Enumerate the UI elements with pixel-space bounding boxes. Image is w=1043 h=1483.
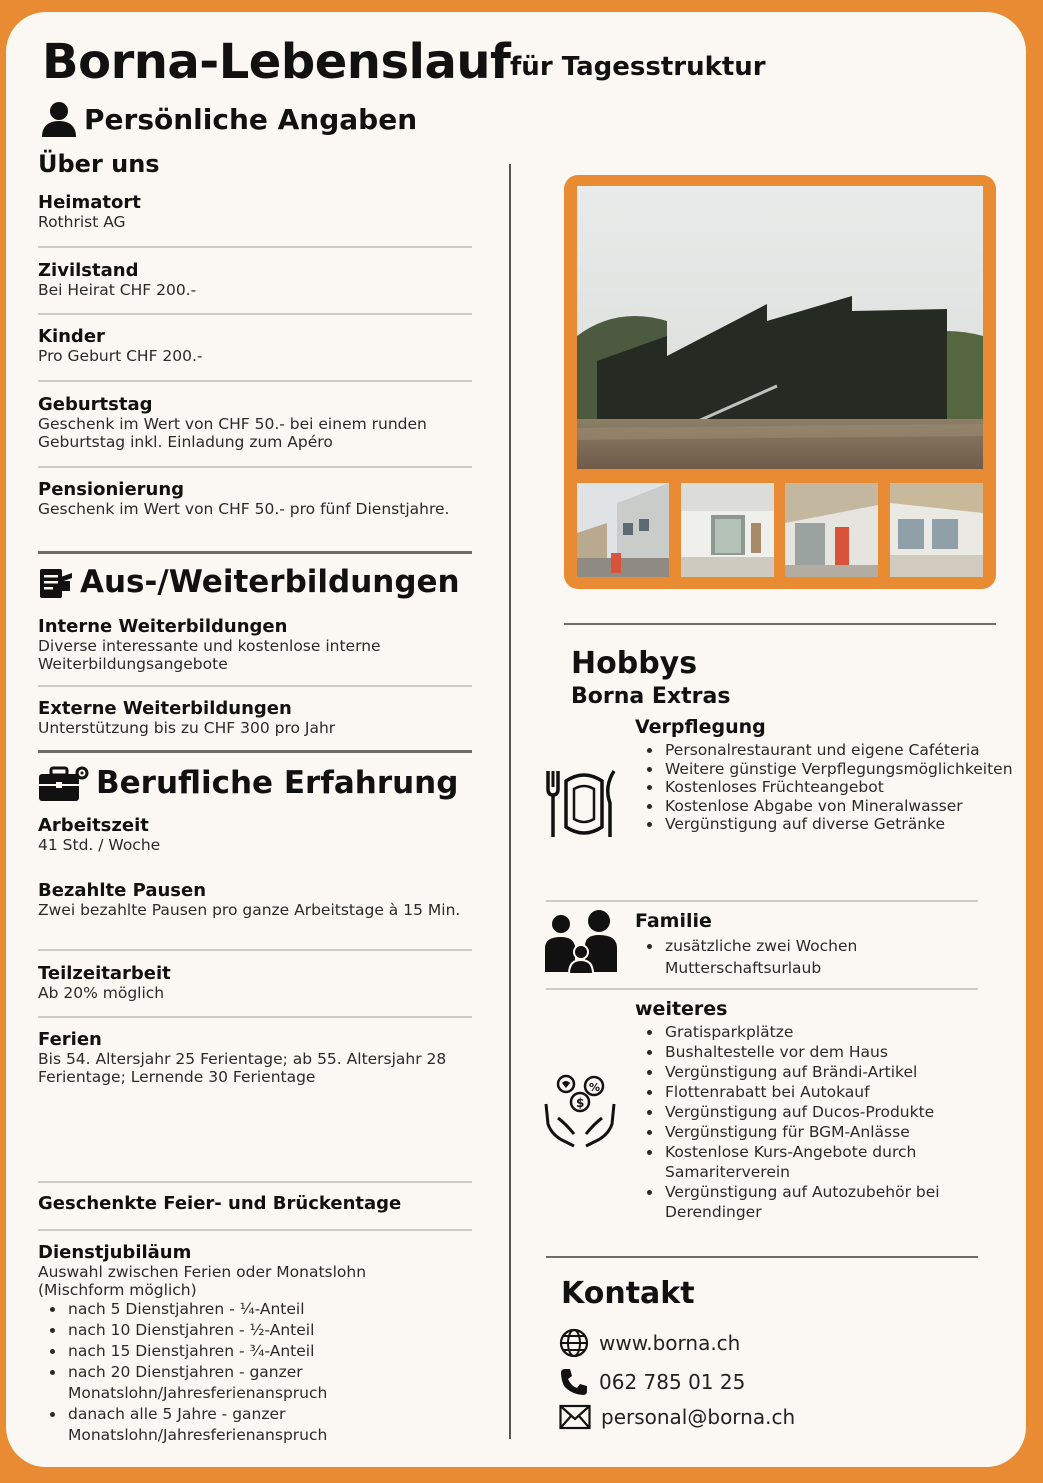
personal-item-kinder bbox=[38, 326, 478, 365]
list-item: • Flottenrabatt bei Autokauf bbox=[663, 1082, 1013, 1102]
experience-item-ferien bbox=[38, 1029, 478, 1086]
contact-website[interactable] bbox=[559, 1328, 740, 1358]
certificate-icon bbox=[38, 564, 74, 600]
divider bbox=[38, 1016, 472, 1018]
item-text: Auswahl zwischen Ferien oder Monatslohn (Mischform möglich) bbox=[38, 1263, 367, 1299]
experience-section-heading bbox=[38, 764, 458, 802]
divider bbox=[546, 988, 978, 990]
familie-title: Familie bbox=[635, 910, 712, 932]
globe-icon bbox=[559, 1328, 589, 1358]
list-item: • Vergünstigung für BGM-Anlässe bbox=[663, 1122, 1013, 1142]
item-text: Ab 20% möglich bbox=[38, 984, 165, 1002]
item-title: Dienstjubiläum bbox=[38, 1242, 192, 1263]
cv-page bbox=[6, 12, 1026, 1467]
experience-item-arbeitszeit bbox=[38, 815, 478, 854]
item-text: Pro Geburt CHF 200.- bbox=[38, 347, 203, 365]
list-item: • Bushaltestelle vor dem Haus bbox=[663, 1042, 1013, 1062]
item-title: Teilzeitarbeit bbox=[38, 963, 171, 984]
familie-list bbox=[635, 935, 923, 979]
personal-item-zivilstand bbox=[38, 260, 478, 299]
item-text: Diverse interessante und kostenlose interne Weiterbildungsangebote bbox=[38, 637, 381, 673]
personal-item-geburtstag bbox=[38, 394, 478, 451]
list-item: • Vergünstigung auf Brändi-Artikel bbox=[663, 1062, 1013, 1082]
section-divider bbox=[38, 551, 472, 554]
item-title: Zivilstand bbox=[38, 260, 139, 281]
section-divider bbox=[38, 750, 472, 753]
page-title: Borna-Lebenslauf bbox=[42, 34, 511, 90]
divider bbox=[38, 380, 472, 382]
list-item: • Vergünstigung auf Autozubehör bei Derendinger bbox=[663, 1182, 1013, 1222]
item-title: Pensionierung bbox=[38, 479, 185, 500]
list-item: • nach 20 Dienstjahren - ganzer Monatslohn/Jahresferienanspruch bbox=[66, 1362, 396, 1404]
verpflegung-list bbox=[635, 741, 1013, 834]
photo-thumb-3 bbox=[785, 483, 878, 577]
list-item: • Personalrestaurant und eigene Caféteria bbox=[663, 741, 1013, 760]
item-text: Geschenk im Wert von CHF 50.- pro fünf Dienstjahre. bbox=[38, 500, 450, 518]
divider bbox=[38, 685, 472, 687]
personal-item-pensionierung bbox=[38, 479, 478, 518]
mail-icon bbox=[559, 1404, 591, 1430]
item-title: Heimatort bbox=[38, 192, 141, 213]
list-item: • danach alle 5 Jahre - ganzer Monatslohn/Jahresferienanspruch bbox=[66, 1404, 396, 1446]
item-title: Externe Weiterbildungen bbox=[38, 698, 292, 719]
experience-heading-text: Berufliche Erfahrung bbox=[96, 765, 459, 801]
photo-thumb-1 bbox=[577, 483, 669, 577]
list-item: • Gratisparkplätze bbox=[663, 1022, 1013, 1042]
building-photo bbox=[577, 186, 983, 469]
divider bbox=[38, 1181, 472, 1183]
divider bbox=[38, 466, 472, 468]
list-item: • nach 15 Dienstjahren - ¾-Anteil bbox=[66, 1341, 396, 1362]
education-item-intern bbox=[38, 616, 478, 673]
verpflegung-title: Verpflegung bbox=[635, 716, 766, 738]
section-divider bbox=[564, 623, 996, 625]
hands-money-icon bbox=[544, 1074, 616, 1148]
family-icon bbox=[545, 910, 617, 974]
phone-number[interactable]: 062 785 01 25 bbox=[599, 1370, 746, 1394]
jubilee-list bbox=[38, 1299, 396, 1446]
list-item: • Kostenlose Abgabe von Mineralwasser bbox=[663, 797, 1013, 816]
email-link[interactable]: personal@borna.ch bbox=[601, 1405, 796, 1429]
weiteres-list bbox=[635, 1022, 1013, 1222]
borna-extras-heading: Borna Extras bbox=[571, 684, 731, 709]
svg-text:%: % bbox=[589, 1081, 601, 1094]
photo-thumb-2 bbox=[681, 483, 774, 577]
briefcase-gear-icon bbox=[38, 764, 90, 802]
experience-item-jubilaeum bbox=[38, 1242, 478, 1446]
personal-heading-text: Persönliche Angaben bbox=[84, 102, 418, 136]
personal-item-heimatort bbox=[38, 192, 478, 231]
item-text: Zwei bezahlte Pausen pro ganze Arbeitstage à 15 Min. bbox=[38, 901, 461, 919]
divider bbox=[38, 1229, 472, 1231]
list-item: • nach 5 Dienstjahren - ¼-Anteil bbox=[66, 1299, 396, 1320]
experience-item-pausen bbox=[38, 880, 478, 919]
list-item: • Vergünstigung auf Ducos-Produkte bbox=[663, 1102, 1013, 1122]
section-divider bbox=[546, 1256, 978, 1258]
column-divider bbox=[509, 164, 511, 1439]
education-item-extern bbox=[38, 698, 478, 737]
item-text: Rothrist AG bbox=[38, 213, 126, 231]
bridge-days-title: Geschenkte Feier- und Brückentage bbox=[38, 1193, 402, 1214]
education-section-heading bbox=[38, 564, 460, 600]
divider bbox=[546, 900, 978, 902]
item-title: Kinder bbox=[38, 326, 105, 347]
item-text: Bis 54. Altersjahr 25 Ferientage; ab 55. Altersjahr 28 Ferientage; Lernende 30 Ferientage bbox=[38, 1050, 447, 1086]
kontakt-heading: Kontakt bbox=[561, 1276, 695, 1311]
about-heading: Über uns bbox=[38, 150, 160, 178]
education-heading-text: Aus-/Weiterbildungen bbox=[80, 564, 460, 600]
experience-item-teilzeit bbox=[38, 963, 478, 1002]
person-icon bbox=[40, 100, 78, 138]
list-item: • Vergünstigung auf diverse Getränke bbox=[663, 815, 1013, 834]
svg-text:$: $ bbox=[576, 1096, 585, 1110]
photo-thumb-4 bbox=[890, 483, 983, 577]
item-title: Interne Weiterbildungen bbox=[38, 616, 288, 637]
divider bbox=[38, 949, 472, 951]
contact-phone[interactable] bbox=[559, 1367, 745, 1397]
list-item: • zusätzliche zwei Wochen Mutterschaftsurlaub bbox=[663, 935, 923, 979]
contact-email[interactable] bbox=[559, 1404, 795, 1430]
divider bbox=[38, 246, 472, 248]
hobbys-heading: Hobbys bbox=[571, 646, 698, 681]
item-text: Bei Heirat CHF 200.- bbox=[38, 281, 197, 299]
page-subtitle: für Tagesstruktur bbox=[510, 52, 766, 82]
item-title: Geburtstag bbox=[38, 394, 153, 415]
item-text: Unterstützung bis zu CHF 300 pro Jahr bbox=[38, 719, 336, 737]
divider bbox=[38, 313, 472, 315]
personal-section-heading bbox=[40, 100, 417, 138]
list-item: • Weitere günstige Verpflegungsmöglichkeiten bbox=[663, 760, 1013, 779]
item-text: Geschenk im Wert von CHF 50.- bei einem runden Geburtstag inkl. Einladung zum Apéro bbox=[38, 415, 427, 451]
list-item: • Kostenlose Kurs-Angebote durch Samariterverein bbox=[663, 1142, 1013, 1182]
item-title: Arbeitszeit bbox=[38, 815, 149, 836]
item-title: Ferien bbox=[38, 1029, 102, 1050]
website-link[interactable]: www.borna.ch bbox=[599, 1331, 741, 1355]
list-item: • nach 10 Dienstjahren - ½-Anteil bbox=[66, 1320, 396, 1341]
cutlery-plate-icon bbox=[544, 767, 618, 841]
item-title: Bezahlte Pausen bbox=[38, 880, 207, 901]
item-text: 41 Std. / Woche bbox=[38, 836, 161, 854]
list-item: • Kostenloses Früchteangebot bbox=[663, 778, 1013, 797]
weiteres-title: weiteres bbox=[635, 998, 728, 1020]
phone-icon bbox=[559, 1367, 589, 1397]
